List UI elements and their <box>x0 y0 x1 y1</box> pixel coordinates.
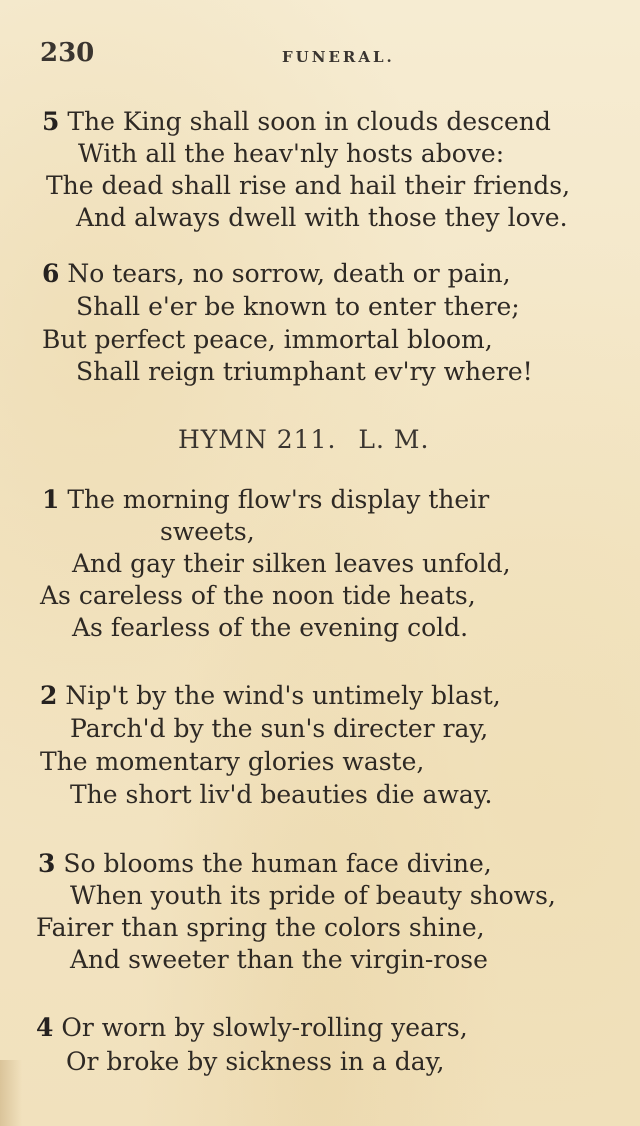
verse-line: But perfect peace, immortal bloom, <box>42 325 493 354</box>
verse-line: And always dwell with those they love. <box>76 203 568 232</box>
verse-line: 6 No tears, no sorrow, death or pain, <box>42 259 511 288</box>
verse-line: As fearless of the evening cold. <box>72 613 469 642</box>
verse-line: Shall reign triumphant ev'ry where! <box>76 357 533 386</box>
hymn-meter: L. M. <box>358 425 430 454</box>
verse-line: When youth its pride of beauty shows, <box>70 881 556 910</box>
verse-number: 5 <box>42 107 60 136</box>
verse-line: The momentary glories waste, <box>40 747 425 776</box>
verse-line: Fairer than spring the colors shine, <box>36 913 485 942</box>
verse-number: 6 <box>42 259 60 288</box>
verse-line: Parch'd by the sun's directer ray, <box>70 714 489 743</box>
page-header <box>40 38 600 74</box>
verse-line: Or broke by sickness in a day, <box>66 1047 445 1076</box>
verse-number: 2 <box>40 681 58 710</box>
verse-line: sweets, <box>160 517 255 546</box>
hymn-number: HYMN 211. <box>178 425 337 454</box>
page-number: 230 <box>40 38 95 68</box>
verse-line: 3 So blooms the human face divine, <box>38 849 492 878</box>
verse-line: As careless of the noon tide heats, <box>40 581 476 610</box>
verse-number: 1 <box>42 485 60 514</box>
verse-line: Shall e'er be known to enter there; <box>76 292 520 321</box>
verse-line: 1 The morning flow'rs display their <box>42 485 490 514</box>
verse-line: And gay their silken leaves unfold, <box>72 549 511 578</box>
verse-line: And sweeter than the virgin-rose <box>70 945 488 974</box>
verse-number: 3 <box>38 849 56 878</box>
verse-line: 4 Or worn by slowly-rolling years, <box>36 1013 468 1042</box>
verse-line: 2 Nip't by the wind's untimely blast, <box>40 681 501 710</box>
hymn-title <box>178 425 429 454</box>
verse-number: 4 <box>36 1013 54 1042</box>
verse-line: The short liv'd beauties die away. <box>70 780 493 809</box>
verse-line: The dead shall rise and hail their friends, <box>46 171 571 200</box>
running-head: FUNERAL. <box>282 48 395 66</box>
verse-line: 5 The King shall soon in clouds descend <box>42 107 551 136</box>
verse-line: With all the heav'nly hosts above: <box>78 139 505 168</box>
page-edge-shadow <box>0 1060 22 1126</box>
